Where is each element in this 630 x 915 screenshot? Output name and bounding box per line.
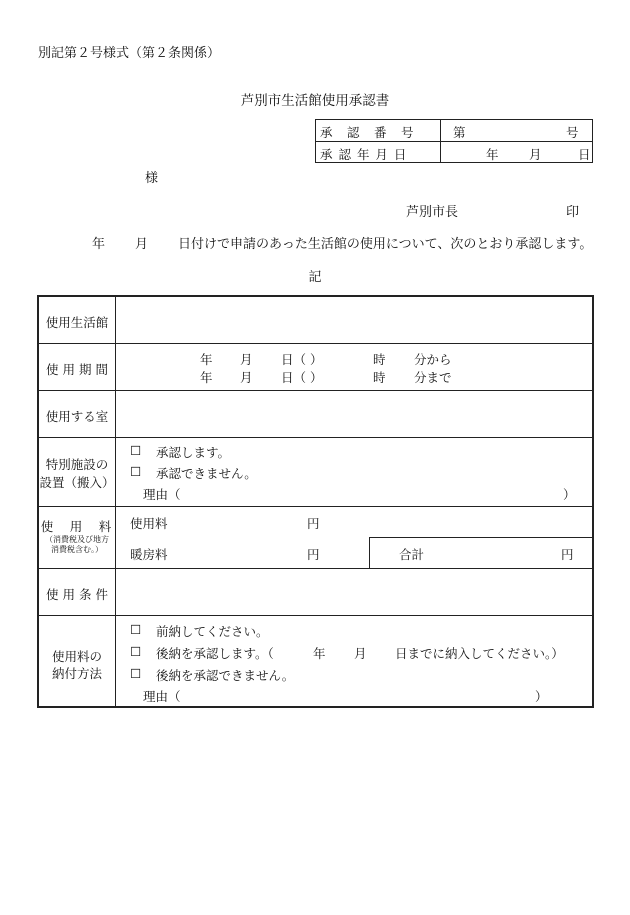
usage-fee-label: 使用料 <box>130 516 168 531</box>
approval-details-table <box>37 295 594 708</box>
heating-fee-label: 暖房料 <box>130 547 168 562</box>
document-title: 芦別市生活館使用承認書 <box>240 93 390 109</box>
seal-mark: 印 <box>566 205 580 220</box>
label-room: 使用する室 <box>45 409 109 424</box>
approval-date-month: 月 <box>529 147 542 162</box>
facility-reason-label: 理由（ <box>143 487 181 502</box>
option-facility-approve: 承認します。 <box>156 445 231 460</box>
row-divider <box>39 506 592 507</box>
period-start-hour: 時 <box>373 352 386 367</box>
checkbox-facility-approve[interactable]: ☐ <box>130 443 142 458</box>
postpay-year: 年 <box>313 646 326 661</box>
period-start-day: 日（ ） <box>281 352 323 367</box>
label-facility: 使用生活館 <box>45 315 109 330</box>
label-usage-period: 使 用 期 間 <box>46 362 108 377</box>
approval-info-box <box>315 119 593 163</box>
recipient-honorific: 様 <box>145 171 159 186</box>
approval-number-label: 承 認 番 号 <box>320 125 415 140</box>
usage-fee-unit: 円 <box>307 516 320 531</box>
label-payment-2: 納付方法 <box>51 666 102 681</box>
total-label: 合計 <box>399 547 425 562</box>
period-start-year: 年 <box>200 352 213 367</box>
row-divider <box>39 615 592 616</box>
period-end-year: 年 <box>200 370 213 385</box>
approval-number-suffix: 号 <box>566 125 579 140</box>
statement-text: 日付けで申請のあった生活館の使用について、次のとおり承認します。 <box>178 237 593 252</box>
approval-statement <box>92 233 592 252</box>
approval-date-year: 年 <box>486 147 499 162</box>
row-divider <box>39 390 592 391</box>
option-postpay-deny: 後納を承認できません。 <box>156 668 295 683</box>
label-fee-note-2: 消費税含む。） <box>51 545 103 554</box>
approval-box-divider <box>316 141 592 142</box>
period-end-minute: 分まで <box>414 370 452 385</box>
ki-heading: 記 <box>308 270 322 285</box>
label-fee: 使 用 料 <box>40 519 114 534</box>
approval-number-prefix: 第 <box>453 125 466 140</box>
option-prepay: 前納してください。 <box>156 624 269 639</box>
period-end-day: 日（ ） <box>281 370 323 385</box>
statement-year: 年 <box>92 237 106 252</box>
label-fee-note-1: （消費税及び地方 <box>45 535 109 544</box>
period-start-month: 月 <box>240 352 253 367</box>
label-special-facility-2: 設置（搬入） <box>39 475 115 490</box>
period-start-minute: 分から <box>414 352 452 367</box>
label-payment-1: 使用料の <box>51 649 102 664</box>
postpay-deadline-text: 日までに納入してください。） <box>395 646 564 661</box>
table-label-column-divider <box>115 297 116 706</box>
form-number-label: 別記第２号様式（第２条関係） <box>38 46 221 61</box>
period-end-hour: 時 <box>373 370 386 385</box>
approval-box-column-divider <box>440 120 441 162</box>
facility-reason-close: ） <box>563 487 576 502</box>
heating-fee-unit: 円 <box>307 547 320 562</box>
row-divider <box>39 437 592 438</box>
row-divider <box>39 343 592 344</box>
label-conditions: 使 用 条 件 <box>46 587 108 602</box>
checkbox-postpay-approve[interactable]: ☐ <box>130 644 142 659</box>
label-special-facility-1: 特別施設の <box>45 457 109 472</box>
approval-date-day: 日 <box>578 147 591 162</box>
option-postpay-approve: 後納を承認します。（ <box>156 646 274 661</box>
approval-date-label: 承 認 年 月 日 <box>320 147 408 162</box>
checkbox-postpay-deny[interactable]: ☐ <box>130 666 142 681</box>
payment-reason-label: 理由（ <box>143 689 181 704</box>
option-facility-deny: 承認できません。 <box>156 466 257 481</box>
issuer-mayor: 芦別市長 <box>406 205 459 220</box>
checkbox-prepay[interactable]: ☐ <box>130 622 142 637</box>
total-unit: 円 <box>561 547 574 562</box>
statement-month: 月 <box>135 237 149 252</box>
checkbox-facility-deny[interactable]: ☐ <box>130 464 142 479</box>
period-end-month: 月 <box>240 370 253 385</box>
postpay-month: 月 <box>354 646 367 661</box>
payment-reason-close: ） <box>535 689 548 704</box>
